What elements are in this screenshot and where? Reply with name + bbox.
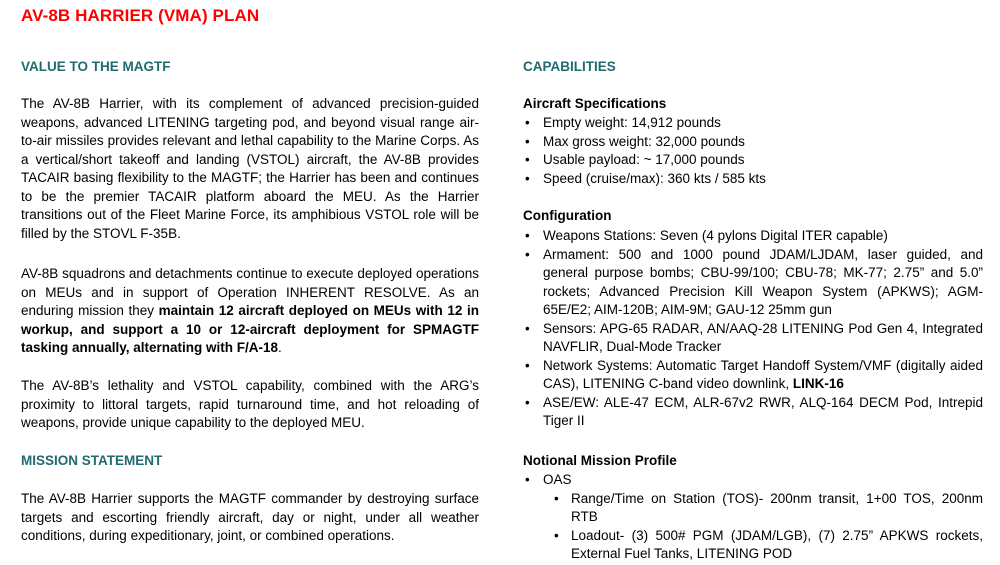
list-item: • Speed (cruise/max): 360 kts / 585 kts [523,170,983,189]
config-list [523,227,983,431]
value-heading: VALUE TO THE MAGTF [21,59,171,74]
list-item [523,471,983,564]
page-title: AV-8B HARRIER (VMA) PLAN [21,6,260,25]
network-bold: LINK-16 [792,376,844,391]
oas-label: OAS [543,472,572,487]
value-p2-bold: maintain 12 aircraft deployed on MEUs with 12 in workup, and support a 10 or 12-aircraft deployment for SPMAGTF tasking annually, alternating with F/A-18 [21,303,479,355]
list-item: • Max gross weight: 32,000 pounds [523,133,983,152]
capabilities-heading: CAPABILITIES [523,59,616,74]
oas-sublist [543,490,983,564]
mission-paragraph: The AV-8B Harrier supports the MAGTF commander by destroying surface targets and escorting friendly aircraft, day or night, under all weather conditions, during expeditionary, joint, or combined operations. [21,491,479,543]
spec-list [523,114,983,188]
value-paragraph-3: The AV-8B’s lethality and VSTOL capability, combined with the ARG’s proximity to littoral targets, rapid turnaround time, and hot reloading of weapons, provide unique capability to the deployed MEU. [21,378,479,430]
network-text: Network Systems: Automatic Target Handoff System/VMF (digitally aided CAS), LITENING C-band video downlink, [543,357,983,391]
config-heading: Configuration [523,208,612,223]
mission-heading: MISSION STATEMENT [21,453,163,468]
list-item: • Usable payload: ~ 17,000 pounds [523,151,983,170]
list-item [523,357,983,394]
list-item: • Sensors: APG-65 RADAR, AN/AAQ-28 LITENING Pod Gen 4, Integrated NAVFLIR, Dual-Mode Tracker [523,320,983,357]
value-paragraph-1: The AV-8B Harrier, with its complement of advanced precision-guided weapons, advanced LITENING targeting pod, and beyond visual range air-to-air missiles provides relevant and lethal capability to the Marine Corps. As a vertical/short takeoff and landing (VSTOL) aircraft, the AV-8B provides TACAIR basing flexibility to the MAGTF; the Harrier has been and continues to be the premier TACAIR platform aboard the MEU. As the Harrier transitions out of the Fleet Marine Force, its amphibious VSTOL role will be filled by the STOVL F-35B. [21,96,479,241]
list-item: • Loadout- (3) 500# PGM (JDAM/LGB), (7) 2.75” APKWS rockets, External Fuel Tanks, LITENING POD [543,527,983,564]
list-item: • Weapons Stations: Seven (4 pylons Digital ITER capable) [523,227,983,246]
list-item: • Armament: 500 and 1000 pound JDAM/LJDAM, laser guided, and general purpose bombs; CBU-99/100; CBU-78; MK-77; 2.75” and 5.0” rockets; Advanced Precision Kill Weapon System (APKWS); AGM-65E/E2; AIM-120B; AIM-9M; GAU-12 25mm gun [523,246,983,320]
profile-list [523,471,983,564]
list-item: • ASE/EW: ALE-47 ECM, ALR-67v2 RWR, ALQ-164 DECM Pod, Intrepid Tiger II [523,394,983,431]
value-p2-text: AV-8B squadrons and detachments continue to execute deployed operations on MEUs and in support of Operation INHERENT RESOLVE. As an enduring mission they [21,266,479,318]
profile-heading: Notional Mission Profile [523,453,677,468]
spec-heading: Aircraft Specifications [523,96,667,111]
list-item: • Empty weight: 14,912 pounds [523,114,983,133]
value-p2-end: . [278,340,282,355]
value-paragraph-2 [21,265,479,358]
list-item: • Range/Time on Station (TOS)- 200nm transit, 1+00 TOS, 200nm RTB [543,490,983,527]
